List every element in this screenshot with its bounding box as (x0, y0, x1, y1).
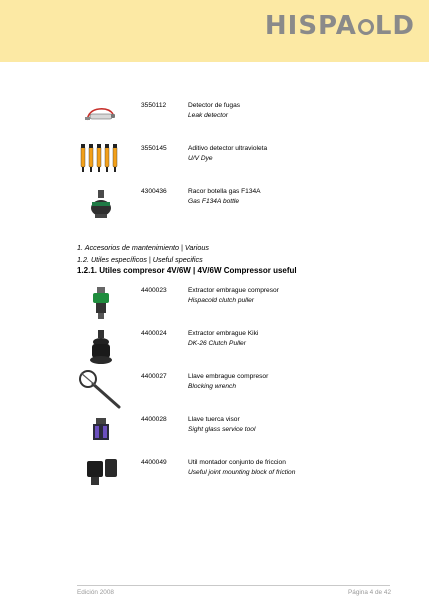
item-name-es: Detector de fugas (188, 102, 241, 109)
list-item (0, 283, 429, 327)
item-code: 4400023 (141, 287, 167, 294)
list-item (0, 326, 429, 370)
item-code: 4400024 (141, 330, 167, 337)
section-heading-bold: 1.2.1. Utiles compresor 4V/6W | 4V/6W Compressor useful (77, 266, 297, 275)
list-item (0, 369, 429, 413)
item-name-es: Extractor embrague Kiki (188, 330, 259, 337)
item-code: 4300436 (141, 188, 167, 195)
list-item (0, 98, 429, 142)
item-name-en: Leak detector (188, 112, 228, 119)
item-name-en: Sight glass service tool (188, 426, 256, 433)
list-item (0, 455, 429, 499)
list-item (0, 412, 429, 456)
item-code: 4400027 (141, 373, 167, 380)
logo-text-right: LD (374, 11, 415, 41)
footer-page-number: Página 4 de 42 (348, 589, 391, 596)
footer-divider (77, 585, 390, 586)
hispacold-logo (265, 11, 415, 41)
item-code: 4400049 (141, 459, 167, 466)
item-name-es: Extractor embrague compresor (188, 287, 279, 294)
item-name-en: DK-26 Clutch Puller (188, 340, 246, 347)
item-name-es: Llave embrague compresor (188, 373, 269, 380)
item-code: 3550112 (141, 102, 167, 109)
friction-block-tool-icon (75, 455, 127, 499)
item-name-en: Blocking wrench (188, 383, 237, 390)
section-heading: 1.2. Utiles específicos | Useful specifics (77, 255, 203, 264)
blocking-wrench-icon (75, 369, 127, 413)
item-code: 3550145 (141, 145, 167, 152)
item-code: 4400028 (141, 416, 167, 423)
uv-dye-bottles-icon (75, 141, 127, 185)
kiki-clutch-puller-icon (75, 326, 127, 370)
item-name-es: Aditivo detector ultravioleta (188, 145, 268, 152)
item-name-es: Llave tuerca visor (188, 416, 240, 423)
item-name-es: Util montador conjunto de friccion (188, 459, 286, 466)
footer-edition: Edición 2008 (77, 589, 114, 596)
item-name-en: Useful joint mounting block of friction (188, 469, 296, 476)
list-item (0, 184, 429, 228)
page-header (0, 0, 429, 62)
item-name-es: Racor botella gas F134A (188, 188, 261, 195)
bottle-adapter-icon (75, 184, 127, 228)
logo-text-left: HISPA (264, 11, 357, 41)
item-name-en: Hispacold clutch puller (188, 297, 254, 304)
leak-detector-icon (75, 98, 127, 142)
list-item (0, 141, 429, 185)
item-name-en: U/V Dye (188, 155, 213, 162)
sight-glass-tool-icon (75, 412, 127, 456)
item-name-en: Gas F134A bottle (188, 198, 240, 205)
clutch-puller-icon (75, 283, 127, 327)
section-heading: 1. Accesorios de mantenimiento | Various (77, 243, 209, 252)
logo-ring-icon (358, 19, 374, 35)
